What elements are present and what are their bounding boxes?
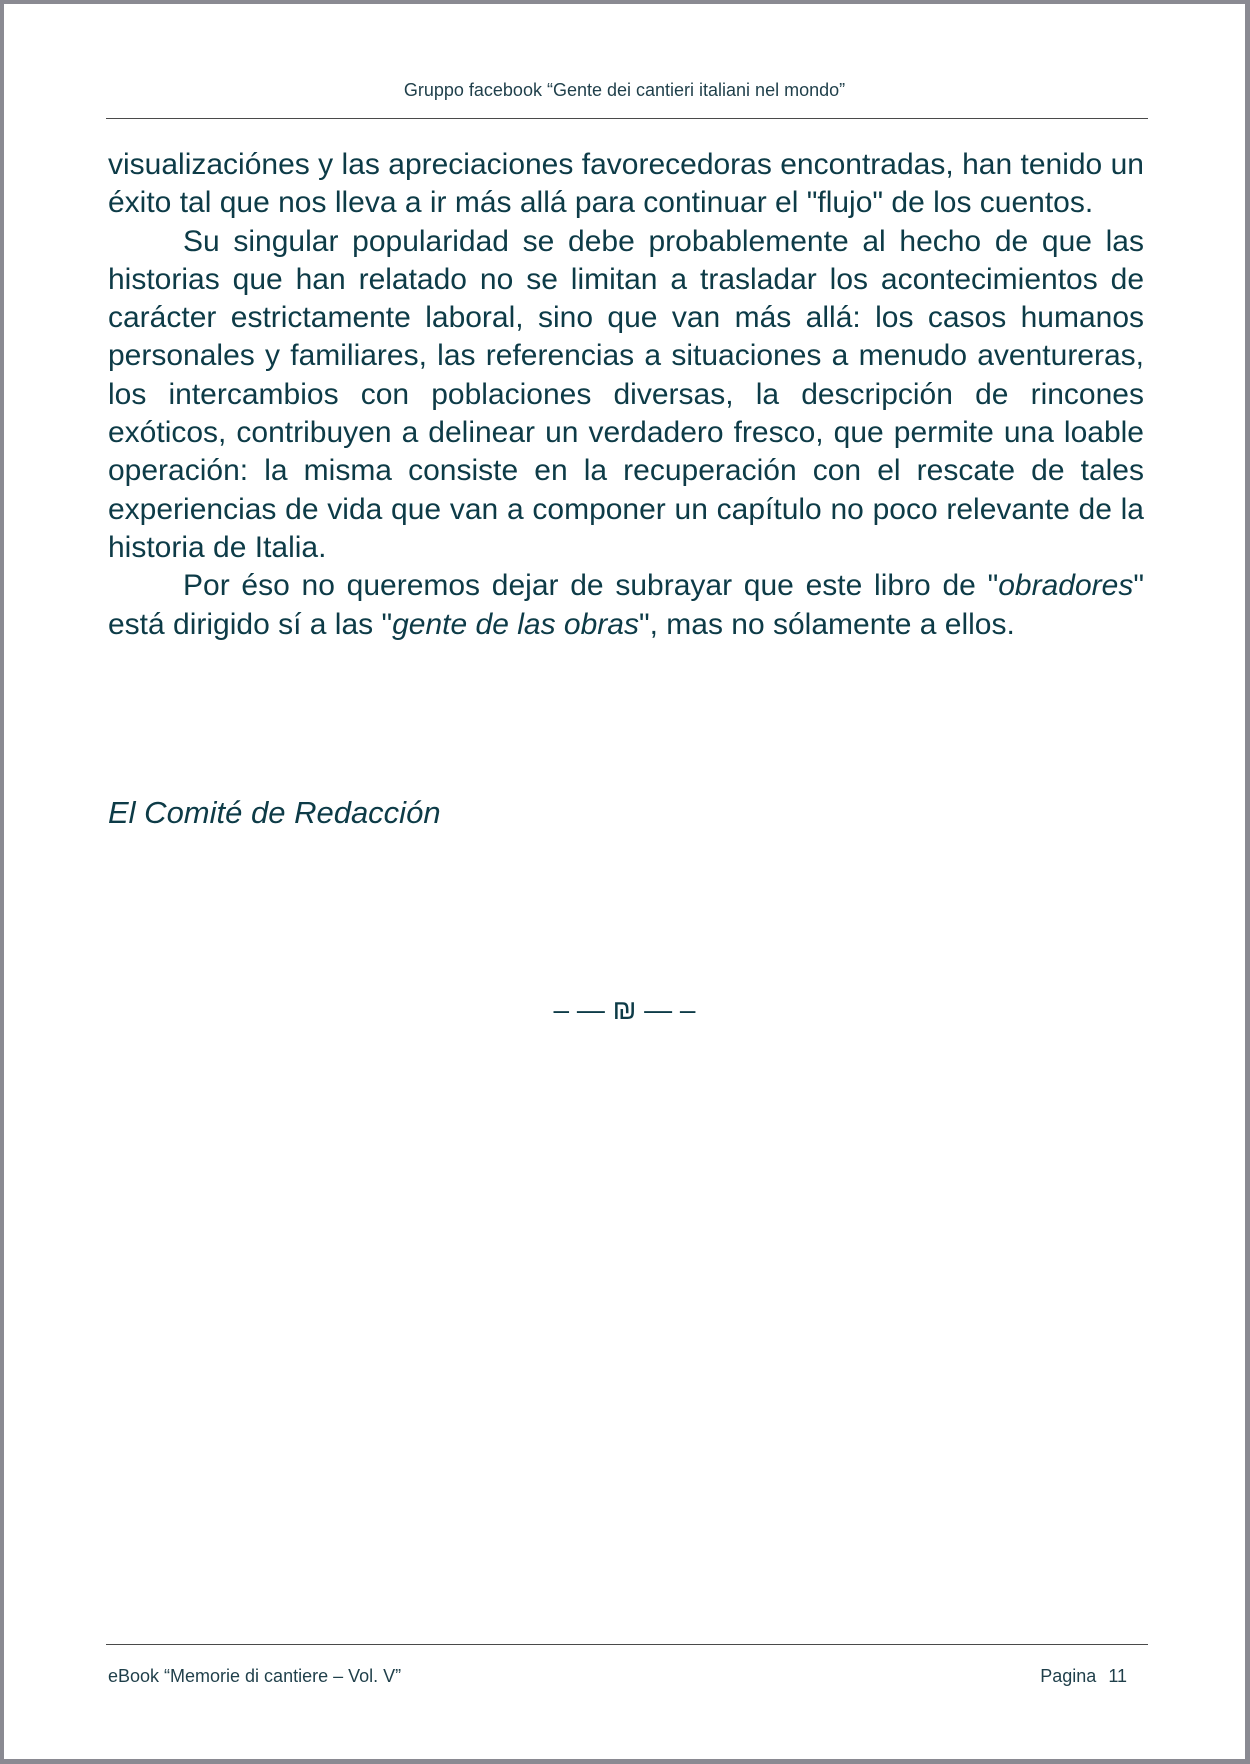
paragraph-3 xyxy=(108,567,1144,644)
paragraph-3-text-c: ", mas no sólamente a ellos. xyxy=(638,607,1015,641)
paragraph-3-text-b: " está dirigido sí a las " xyxy=(108,569,1144,641)
page-number: 11 xyxy=(1108,1666,1127,1686)
footer-rule xyxy=(106,1644,1148,1645)
paragraph-3-emphasis-obradores: obradores xyxy=(998,569,1134,603)
running-footer-title: eBook “Memorie di cantiere – Vol. V” xyxy=(108,1666,402,1686)
header-rule xyxy=(106,118,1148,119)
paragraph-2: Su singular popularidad se debe probablemente al hecho de que las historias que han relatado no se limitan a trasladar los acontecimientos de carácter estrictamente laboral, sino que van más allá: los casos humanos personales y familiares, las referencias a situaciones a menudo aventureras, los intercambios con poblaciones diversas, la descripción de rincones exóticos, contribuyen a delinear un verdadero fresco, que permite una loable operación: la misma consiste en la recuperación con el rescate de tales experiencias de vida que van a componer un capítulo no poco relevante de la historia de Italia. xyxy=(108,224,1144,564)
signature: El Comité de Redacción xyxy=(108,795,441,830)
page-indicator xyxy=(1040,1666,1127,1687)
paragraph-1: visualizaciónes y las apreciaciones favorecedoras encontradas, han tenido un éxito tal que nos lleva a ir más allá para continuar el "flujo" de los cuentos. xyxy=(108,148,1144,220)
paragraph-3-emphasis-gente: gente de las obras xyxy=(392,607,639,641)
running-header: Gruppo facebook “Gente dei cantieri italiani nel mondo” xyxy=(403,80,846,100)
section-ornament: – — ₪ — – xyxy=(553,994,696,1025)
paragraph-3-text-a: Por éso no queremos dejar de subrayar que este libro de " xyxy=(183,569,999,603)
page-label: Pagina xyxy=(1040,1666,1097,1686)
body-text xyxy=(108,146,1144,644)
document-page xyxy=(4,4,1245,1759)
